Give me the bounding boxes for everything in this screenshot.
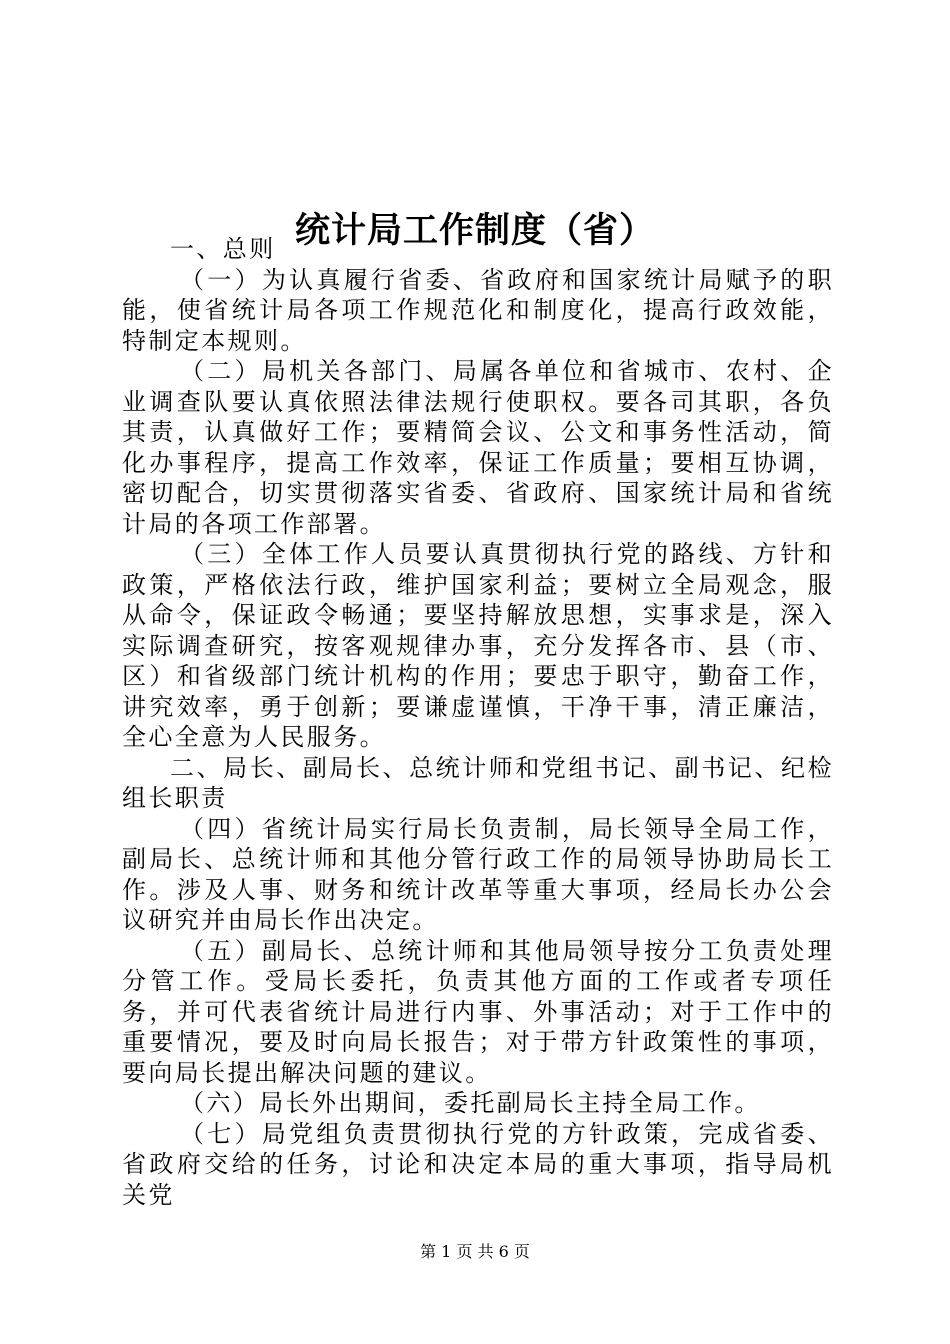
paragraph: （五）副局长、总统计师和其他局领导按分工负责处理分管工作。受局长委托，负责其他方面的工作或者专项任务，并可代表省统计局进行内事、外事活动；对于工作中的重要情况，要及时向局长报告；对于带方针政策性的事项，要向局长提出解决问题的建议。 xyxy=(122,936,834,1087)
paragraph: （七）局党组负责贯彻执行党的方针政策，完成省委、省政府交给的任务，讨论和决定本局的重大事项，指导局机关党 xyxy=(122,1119,834,1209)
paragraph: （六）局长外出期间，委托副局长主持全局工作。 xyxy=(180,1089,761,1117)
document-body xyxy=(122,234,834,1210)
paragraph: （三）全体工作人员要认真贯彻执行党的路线、方针和政策，严格依法行政，维护国家利益；要树立全局观念，服从命令，保证政令畅通；要坚持解放思想，实事求是，深入实际调查研究，按客观规律办事，充分发挥各市、县（市、区）和省级部门统计机构的作用；要忠于职守，勤奋工作，讲究效率，勇于创新；要谦虚谨慎，干净干事，清正廉洁，全心全意为人民服务。 xyxy=(122,540,834,751)
paragraph: （一）为认真履行省委、省政府和国家统计局赋予的职能，使省统计局各项工作规范化和制度化，提高行政效能，特制定本规则。 xyxy=(122,265,834,355)
paragraph: （二）局机关各部门、局属各单位和省城市、农村、企业调查队要认真依照法律法规行使职权。要各司其职，各负其责，认真做好工作；要精简会议、公文和事务性活动，简化办事程序，提高工作效率，保证工作质量；要相互协调，密切配合，切实贯彻落实省委、省政府、国家统计局和省统计局的各项工作部署。 xyxy=(122,357,834,538)
page-footer: 第 1 页 共 6 页 xyxy=(420,1242,530,1261)
paragraph: （四）省统计局实行局长负责制，局长领导全局工作，副局长、总统计师和其他分管行政工作的局领导协助局长工作。涉及人事、财务和统计改革等重大事项，经局长办公会议研究并由局长作出决定。 xyxy=(122,814,834,934)
section-heading: 一、总则 xyxy=(170,235,276,263)
document-title: 统计局工作制度（省） xyxy=(294,210,655,252)
section-heading: 二、局长、副局长、总统计师和党组书记、副书记、纪检组长职责 xyxy=(122,753,834,812)
